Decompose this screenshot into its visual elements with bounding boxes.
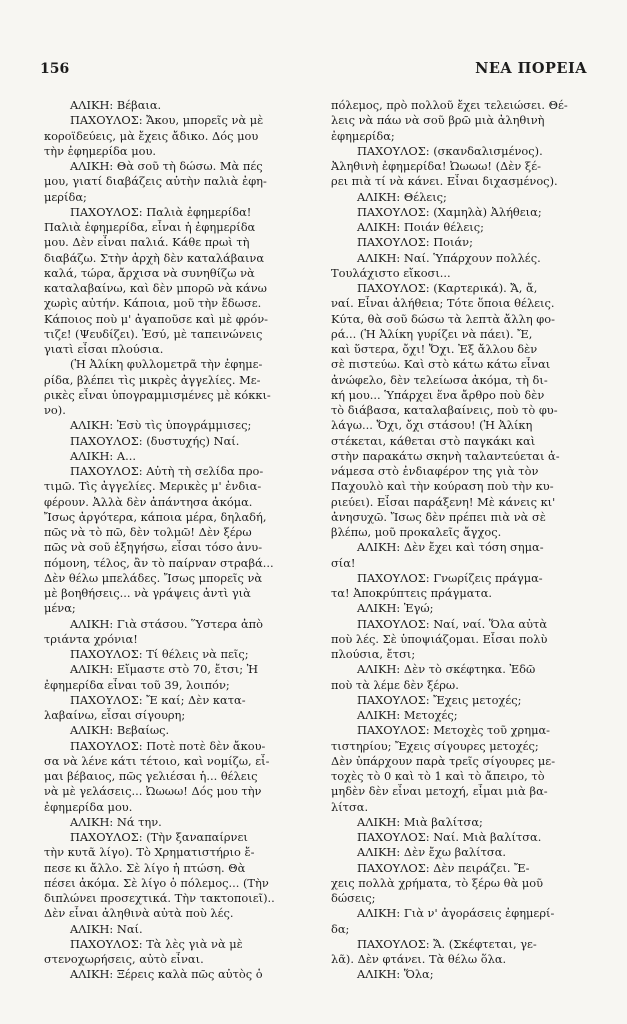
text-line: ΠΑΧΟΥΛΟΣ: Παλιὰ ἐφημερίδα! (70, 204, 252, 219)
text-line: πλούσια, ἔτσι; (331, 647, 416, 661)
text-line: καλά, τώρα, ἄρχισα νὰ συνηθίζω νὰ (44, 265, 255, 280)
text-line: ΠΑΧΟΥΛΟΣ: Ἄκου, μπορεῖς νὰ μὲ (70, 113, 264, 128)
left-text-column (44, 98, 320, 983)
text-line: τιζε! (Ψευδίζει). Ἐσύ, μὲ ταπεινώνεις (44, 326, 263, 341)
text-line: ΑΛΙΚΗ: Ναί. (70, 921, 143, 936)
text-line: πῶς νὰ τὸ πῶ, δὲν τολμῶ! Δὲν ξέρω (44, 525, 252, 539)
text-line: ρικὲς εἶναι ὑπογραμμισμένες μὲ κόκκι- (44, 387, 271, 402)
text-line: ΑΛΙΚΗ: Θὰ σοῦ τὴ δώσω. Μὰ πές (70, 159, 263, 173)
text-line: στὴν παρακάτω σκηνὴ ταλαντεύεται ἀ- (331, 448, 560, 463)
text-line: λίτσα. (331, 799, 369, 814)
text-line: ναί. Εἶναι ἀλήθεια; Τότε ὅποια θέλεις. (331, 296, 555, 311)
text-line: τὸ διάβασα, καταλαβαίνεις, ποὺ τὸ φυ- (331, 403, 558, 417)
text-line: ποὺ τὰ λέμε δὲν ξέρω. (331, 677, 459, 692)
page-header (40, 60, 587, 82)
text-line: ΑΛΙΚΗ: Α... (70, 448, 136, 463)
text-line: σα νὰ λένε κάτι τέτοιο, καὶ νομίζω, εἶ- (44, 753, 270, 768)
text-line: ΠΑΧΟΥΛΟΣ: (Χαμηλὰ) Ἀλήθεια; (357, 204, 542, 219)
text-line: μηδὲν δὲν εἶναι μετοχή, εἶμαι μιὰ βα- (331, 784, 548, 799)
text-line: τὴν κυτᾶ λίγο). Τὸ Χρηματιστήριο ἔ- (44, 845, 255, 860)
text-line: ΠΑΧΟΥΛΟΣ: Ναί, ναί. Ὅλα αὐτὰ (357, 616, 548, 631)
text-line: ΠΑΧΟΥΛΟΣ: (Τὴν ξαναπαίρνει (70, 830, 248, 844)
text-line: ΠΑΧΟΥΛΟΣ: (σκανδαλισμένος). (357, 143, 543, 158)
text-line: Ἴσως ἀργότερα, κάποια μέρα, δηλαδή, (44, 509, 267, 524)
text-line: ΠΑΧΟΥΛΟΣ: Αὐτὴ τὴ σελίδα προ- (70, 464, 264, 478)
text-line: ΑΛΙΚΗ: Νά την. (70, 814, 162, 829)
text-line: ΠΑΧΟΥΛΟΣ: Μετοχὲς τοῦ χρημα- (357, 723, 551, 738)
text-line: κοροϊδεύεις, μὰ ἔχεις ἄδικο. Δός μου (44, 128, 259, 143)
text-line: ΑΛΙΚΗ: Ὅλα; (357, 967, 434, 982)
text-line: δώσεις; (331, 891, 376, 905)
text-line: ΑΛΙΚΗ: Ποιάν θέλεις; (357, 220, 484, 234)
text-line: διπλώνει προσεχτικά. Τὴν τακτοποιεῖ).. (44, 891, 275, 905)
text-line: ἀνησυχῶ. Ἴσως δὲν πρέπει πιὰ νὰ σὲ (331, 509, 546, 524)
text-line: λαβαίνω, εἶσαι σίγουρη; (44, 708, 186, 722)
text-line: ΑΛΙΚΗ: Ἐγώ; (357, 601, 434, 616)
text-line: λεις νὰ πάω νὰ σοῦ βρῶ μιὰ ἀληθινὴ (331, 113, 545, 128)
text-line: Παχουλὸ καὶ τὴν κούραση ποὺ τὴν κυ- (331, 479, 554, 494)
text-line: ΠΑΧΟΥΛΟΣ: Δὲν πειράζει. Ἔ- (357, 860, 530, 875)
text-line: σία! (331, 555, 356, 570)
text-line: λάγω... Ὄχι, ὄχι στάσου! (Ἡ Ἀλίκη (331, 418, 533, 433)
text-line: Δὲν θέλω μπελάδες. Ἴσως μπορεῖς νὰ (44, 570, 263, 585)
text-line: Τουλάχιστο εἴκοσι... (331, 265, 451, 280)
text-line: στενοχωρήσεις, αὐτὸ εἶναι. (44, 952, 204, 966)
text-line: ΑΛΙΚΗ: Βεβαίως. (70, 723, 170, 738)
text-line: ΠΑΧΟΥΛΟΣ: Ἄ. (Σκέφτεται, γε- (357, 936, 537, 951)
text-line: ἐφημερίδα μου. (44, 799, 133, 814)
text-line: ΑΛΙΚΗ: Εἴμαστε στὸ 70, ἔτσι; Ἡ (70, 662, 259, 677)
text-line: ΠΑΧΟΥΛΟΣ: Τὰ λὲς γιὰ νὰ μὲ (70, 936, 243, 951)
text-line: ποὺ λές. Σὲ ὑποψιάζομαι. Εἶσαι πολὺ (331, 631, 548, 646)
journal-title: ΝΕΑ ΠΟΡΕΙΑ (475, 60, 587, 77)
text-line: ΑΛΙΚΗ: Ναί. Ὑπάρχουν πολλές. (357, 250, 541, 265)
text-line: ἀνώφελο, δὲν τελείωσα ἀκόμα, τὴ δι- (331, 372, 548, 387)
text-line: ΠΑΧΟΥΛΟΣ: Γνωρίζεις πράγμα- (357, 570, 543, 585)
text-line: Κύτα, θὰ σοῦ δώσω τὰ λεπτὰ ἄλλη φο- (331, 311, 555, 326)
text-line: γιατὶ εἶσαι πλούσια. (44, 342, 164, 356)
page-number: 156 (40, 61, 70, 77)
text-line: νο). (44, 403, 66, 417)
text-line: ΑΛΙΚΗ: Γιὰ στάσου. Ὕστερα ἀπὸ (70, 616, 264, 631)
text-line: ΑΛΙΚΗ: Μιὰ βαλίτσα; (357, 814, 483, 829)
text-line: ΠΑΧΟΥΛΟΣ: Ποτὲ ποτὲ δὲν ἄκου- (70, 738, 266, 753)
text-line: ΑΛΙΚΗ: Βέβαια. (70, 98, 162, 112)
text-line: νὰ μὲ γελάσεις... Ὠωωω! Δός μου τὴν (44, 784, 262, 799)
text-line: μερίδα; (44, 189, 87, 204)
text-line: κή μου... Ὑπάρχει ἕνα ἄρθρο ποὺ δὲν (331, 387, 545, 402)
right-text-column (331, 98, 607, 983)
text-line: (Ἡ Ἀλίκη φυλλομετρᾶ τὴν ἐφημε- (70, 357, 263, 372)
text-line: πεσε κι ἄλλο. Σὲ λίγο ἡ πτώση. Θὰ (44, 860, 246, 875)
text-line: Ἀληθινὴ ἐφημερίδα! Ὠωωω! (Δὲν ξέ- (331, 159, 541, 173)
text-line: ΠΑΧΟΥΛΟΣ: Τί θέλεις νὰ πεῖς; (70, 647, 249, 661)
text-line: πέσει ἀκόμα. Σὲ λίγο ὁ πόλεμος... (Τὴν (44, 875, 269, 890)
text-line: μου, γιατί διαβάζεις αὐτὴν παλιὰ ἐφη- (44, 174, 267, 189)
text-line: ΑΛΙΚΗ: Ἐσὺ τὶς ὑπογράμμισες; (70, 418, 252, 433)
text-line: μου. Δὲν εἶναι παλιά. Κάθε πρωὶ τὴ (44, 235, 250, 250)
text-line: Κάποιος ποὺ μ' ἀγαποῦσε καὶ μὲ φρόν- (44, 311, 269, 326)
text-line: διαβάζω. Στὴν ἀρχὴ δὲν καταλάβαινα (44, 250, 265, 265)
text-line: ΠΑΧΟΥΛΟΣ: (Καρτερικά). Ἄ, ἄ, (357, 281, 538, 295)
text-line: νάμεσα στὸ ἐνδιαφέρον της γιὰ τὸν (331, 464, 539, 478)
text-line: ΑΛΙΚΗ: Ξέρεις καλὰ πῶς αὐτὸς ὁ (70, 967, 263, 982)
text-line: λᾶ). Δὲν φτάνει. Τὰ θέλω ὅλα. (331, 952, 507, 966)
text-line: ΠΑΧΟΥΛΟΣ: (δυστυχής) Ναί. (70, 433, 240, 448)
text-line: ΠΑΧΟΥΛΟΣ: Ἔχεις μετοχές; (357, 692, 522, 707)
text-line: καταλαβαίνω, καὶ δὲν μπορῶ νὰ κάνω (44, 281, 267, 295)
text-line: σὲ πιστεύω. Καὶ στὸ κάτω κάτω εἶναι (331, 357, 551, 372)
text-line: βλέπω, μοῦ προκαλεῖς ἄγχος. (331, 525, 502, 539)
text-line: τριάντα χρόνια! (44, 631, 138, 646)
text-line: ρίδα, βλέπει τὶς μικρὲς ἀγγελίες. Με- (44, 372, 261, 387)
text-line: ἐφημερίδα; (331, 128, 395, 143)
text-line: μαι βέβαιος, πῶς γελιέσαι ἡ... θέλεις (44, 769, 258, 783)
text-line: τιμῶ. Τὶς ἀγγελίες. Μερικὲς μ' ἐνδια- (44, 479, 262, 494)
text-line: τὴν ἐφημερίδα μου. (44, 143, 157, 158)
text-line: Παλιὰ ἐφημερίδα, εἶναι ἡ ἐφημερίδα (44, 220, 256, 234)
text-line: ΠΑΧΟΥΛΟΣ: Ναί. Μιὰ βαλίτσα. (357, 830, 542, 844)
text-line: δα; (331, 921, 350, 936)
text-line: τοχὲς τὸ 0 καὶ τὸ 1 καὶ τὸ ἄπειρο, τὸ (331, 769, 545, 783)
text-line: ρει πιὰ τί νὰ κάνει. Εἶναι διχασμένος). (331, 174, 558, 189)
text-line: μένα; (44, 601, 76, 616)
text-line: ΑΛΙΚΗ: Μετοχές; (357, 708, 458, 722)
text-line: ΠΑΧΟΥΛΟΣ: Ἔ καί; Δὲν κατα- (70, 692, 246, 707)
text-line: φέρουν. Ἀλλὰ δὲν ἀπάντησα ἀκόμα. (44, 494, 253, 509)
text-line: πόμονη, τέλος, ἂν τὸ παίρναν στραβά... (44, 555, 274, 570)
text-line: ΑΛΙΚΗ: Γιὰ ν' ἀγοράσεις ἐφημερί- (357, 906, 555, 921)
text-line: ρά... (Ἡ Ἀλίκη γυρίζει νὰ πάει). Ἔ, (331, 326, 533, 341)
text-line: ΑΛΙΚΗ: Θέλεις; (357, 189, 447, 204)
text-line: ΑΛΙΚΗ: Δὲν τὸ σκέφτηκα. Ἐδῶ (357, 662, 536, 677)
text-line: χωρὶς αὐτήν. Κάποια, μοῦ τὴν ἔδωσε. (44, 296, 262, 311)
text-line: ΑΛΙΚΗ: Δὲν ἔχω βαλίτσα. (357, 845, 507, 860)
text-line: μὲ βοηθήσεις... νὰ γράψεις ἀντὶ γιὰ (44, 586, 251, 600)
text-line: Δὲν ὑπάρχουν παρὰ τρεῖς σίγουρες με- (331, 753, 556, 768)
text-line: καὶ ὕστερα, ὄχι! Ὄχι. Ἐξ ἄλλου δὲν (331, 342, 538, 356)
text-line: πῶς νὰ σοῦ ἐξηγήσω, εἶσαι τόσο ἀνυ- (44, 540, 263, 555)
text-line: τα! Ἀποκρύπτεις πράγματα. (331, 586, 493, 600)
text-line: ΠΑΧΟΥΛΟΣ: Ποιάν; (357, 235, 473, 250)
text-line: πόλεμος, πρὸ πολλοῦ ἔχει τελειώσει. Θέ- (331, 98, 568, 112)
text-line: ΑΛΙΚΗ: Δὲν ἔχει καὶ τόση σημα- (357, 540, 544, 555)
text-line: Δὲν εἶναι ἀληθινὰ αὐτὰ ποὺ λές. (44, 906, 234, 921)
text-line: χεις πολλὰ χρήματα, τὸ ξέρω θὰ μοῦ (331, 875, 544, 890)
text-line: τιστηρίου; Ἔχεις σίγουρες μετοχές; (331, 738, 539, 753)
text-line: ριεύει). Εἶσαι παράξενη! Μὲ κάνεις κι' (331, 494, 556, 509)
text-line: ἐφημερίδα εἶναι τοῦ 39, λοιπόν; (44, 677, 230, 692)
text-line: στέκεται, κάθεται στὸ παγκάκι καὶ (331, 433, 536, 448)
